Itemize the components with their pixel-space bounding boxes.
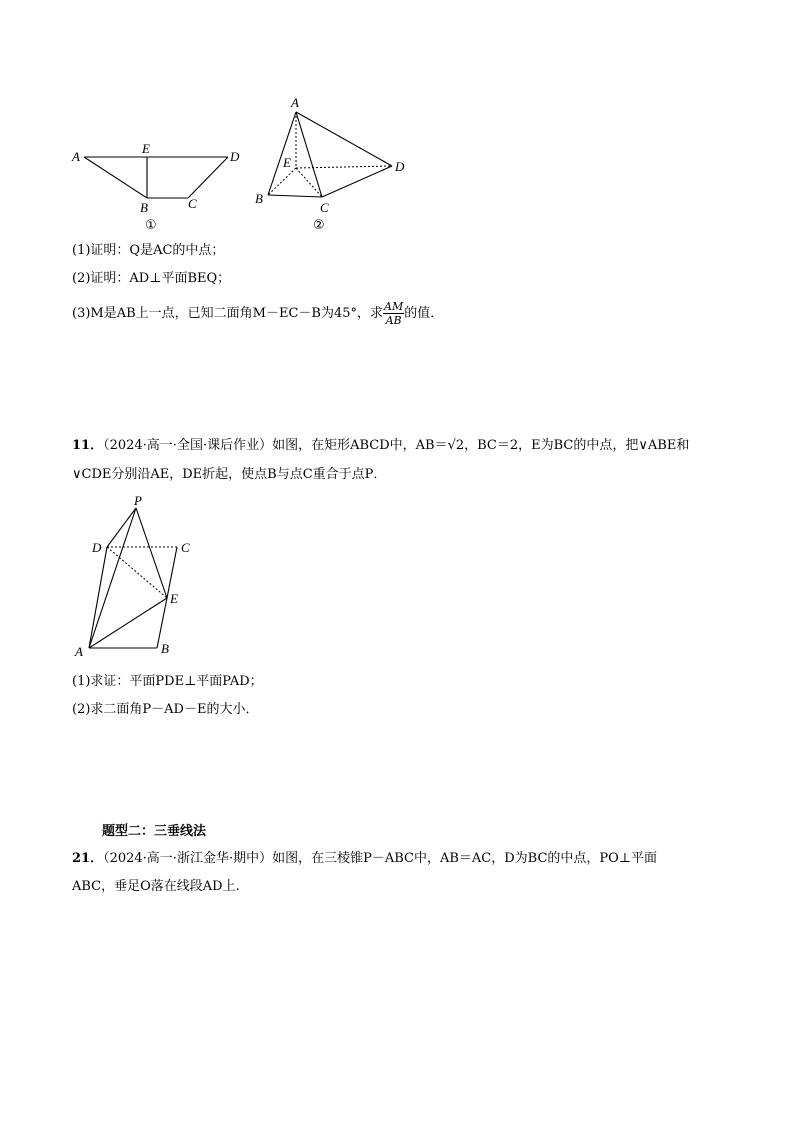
- fraction-numerator: AM: [384, 300, 404, 313]
- label-B: B: [161, 641, 169, 656]
- figure-1-trapezoid: [70, 140, 250, 235]
- q11-part1: (1)求证：平面PDE⊥平面PAD；: [72, 674, 263, 689]
- section-title: 题型二：三垂线法: [102, 824, 207, 839]
- segment-AE: [89, 598, 167, 648]
- label-C: C: [320, 200, 329, 215]
- segment-CD: [188, 157, 228, 198]
- q21-line2: ABC，垂足O落在线段AD上.: [72, 879, 240, 894]
- fraction-am-ab: [383, 300, 404, 327]
- label-A: A: [72, 149, 80, 164]
- q10-part1: (1)证明：Q是AC的中点；: [72, 243, 225, 258]
- label-A: A: [75, 644, 83, 659]
- q11-line2: ∨CDE分别沿AE，DE折起，使点B与点C重合于点P．: [72, 467, 387, 482]
- q21-number: 21．: [72, 851, 104, 866]
- label-D: D: [230, 149, 240, 164]
- segment-CD: [322, 166, 392, 197]
- label-B: B: [255, 191, 263, 206]
- fraction-denominator: AB: [385, 314, 402, 327]
- q11-number: 11．: [72, 438, 104, 453]
- label-E: E: [283, 155, 291, 170]
- segment-DA: [89, 547, 107, 648]
- label-E: E: [170, 591, 178, 606]
- figure-2-caption: ②: [313, 218, 325, 233]
- q11-line1: [72, 437, 689, 455]
- q21-line1: [72, 850, 657, 868]
- segment-BC: [268, 195, 322, 197]
- segment-PD: [107, 508, 136, 547]
- q10-part3-pre: (3)M是AB上一点，已知二面角M－EC－B为45°，求: [72, 306, 384, 321]
- segment-AB: [268, 112, 296, 195]
- q11-part2: (2)求二面角P－AD－E的大小．: [72, 702, 259, 717]
- label-D: D: [92, 540, 102, 555]
- segment-ED-dashed: [296, 166, 392, 168]
- q21-text-line1: （2024·高一·浙江金华·期中）如图，在三棱锥P－ABC中，AB＝AC，D为BC的中点，PO⊥平面: [103, 851, 658, 866]
- label-E: E: [142, 141, 150, 156]
- label-P: P: [134, 493, 142, 508]
- segment-AB: [84, 157, 147, 198]
- q10-part2: (2)证明：AD⊥平面BEQ；: [72, 271, 231, 286]
- q10-part3: [72, 300, 443, 327]
- label-D: D: [395, 159, 405, 174]
- label-A: A: [291, 95, 299, 110]
- segment-PA: [89, 508, 136, 648]
- label-B: B: [140, 200, 148, 215]
- figure-1-caption: ①: [145, 218, 157, 233]
- figure-2-tetrahedron: [250, 92, 420, 237]
- segment-PE: [136, 508, 167, 598]
- q11-text-line1: （2024·高一·全国·课后作业）如图，在矩形ABCD中，AB＝√2，BC＝2，E为BC的中点，把∨ABE和: [103, 438, 690, 453]
- q10-part3-post: 的值．: [404, 306, 444, 321]
- label-C: C: [188, 196, 197, 211]
- figure-3-folded-rectangle: [70, 490, 210, 665]
- label-C: C: [181, 540, 190, 555]
